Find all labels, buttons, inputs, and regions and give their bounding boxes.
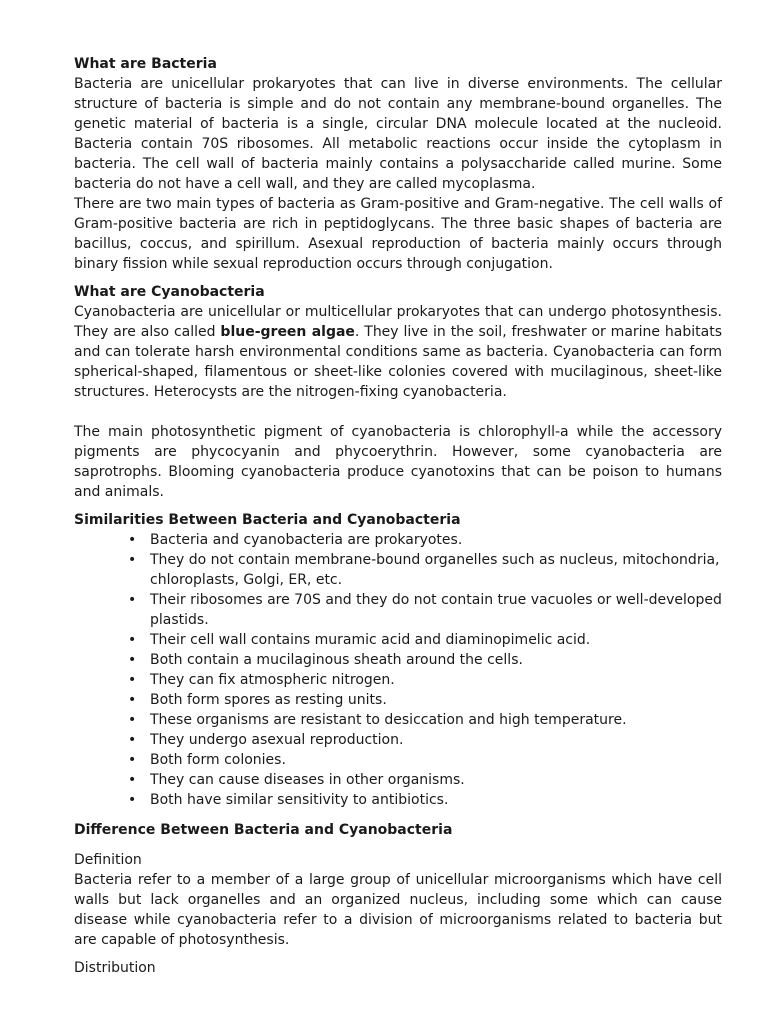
list-item: • Bacteria and cyanobacteria are prokaryotes. [150, 530, 722, 550]
cyanobacteria-paragraph-1 [74, 302, 722, 402]
list-item: • They do not contain membrane-bound organelles such as nucleus, mitochondria, chloroplasts, Golgi, ER, etc. [150, 550, 722, 590]
list-item: • Both have similar sensitivity to antibiotics. [150, 790, 722, 810]
document-page [74, 54, 722, 978]
definition-paragraph: Bacteria refer to a member of a large group of unicellular microorganisms which have cell walls but lack organelles and an organized nucleus, including some which can cause disease while cyanobacteria refer to a division of microorganisms related to bacteria but are capable of photosynthesis. [74, 872, 722, 948]
cyanobacteria-paragraph-2: The main photosynthetic pigment of cyanobacteria is chlorophyll-a while the accessory pigments are phycocyanin and phycoerythrin. However, some cyanobacteria are saprotrophs. Blooming cyanobacteria produce cyanotoxins that can be poison to humans and animals. [74, 424, 722, 500]
list-item: • Both contain a mucilaginous sheath around the cells. [150, 650, 722, 670]
bacteria-paragraph-2: There are two main types of bacteria as Gram-positive and Gram-negative. The cell walls of Gram-positive bacteria are rich in peptidoglycans. The three basic shapes of bacteria are bacillus, coccus, and spirillum. Asexual reproduction of bacteria mainly occurs through binary fission while sexual reproduction occurs through conjugation. [74, 196, 722, 272]
definition-label: Definition [74, 852, 142, 868]
list-item: • Both form spores as resting units. [150, 690, 722, 710]
list-item: • These organisms are resistant to desiccation and high temperature. [150, 710, 722, 730]
list-item: • They can fix atmospheric nitrogen. [150, 670, 722, 690]
list-item: • Their cell wall contains muramic acid and diaminopimelic acid. [150, 630, 722, 650]
list-item: • Both form colonies. [150, 750, 722, 770]
list-item: • They undergo asexual reproduction. [150, 730, 722, 750]
list-item: • Their ribosomes are 70S and they do not contain true vacuoles or well-developed plastids. [150, 590, 722, 630]
blue-green-algae-term: blue-green algae [220, 324, 355, 340]
difference-heading: Difference Between Bacteria and Cyanobacteria [74, 822, 453, 838]
distribution-label: Distribution [74, 960, 156, 976]
list-item: • They can cause diseases in other organisms. [150, 770, 722, 790]
cyanobacteria-heading: What are Cyanobacteria [74, 284, 265, 300]
similarities-list [74, 530, 722, 810]
cyanobacteria-p1-end: . They live in the soil, freshwater or marine habitats and can tolerate harsh environmental conditions same as bacteria. Cyanobacteria can form spherical-shaped, filamentous or sheet-like colonies covered with mucilaginous, sheet-like structures. Heterocysts are the nitrogen-fixing cyanobacteria. [74, 324, 723, 400]
bacteria-paragraph-1: Bacteria are unicellular prokaryotes that can live in diverse environments. The cellular structure of bacteria is simple and do not contain any membrane-bound organelles. The genetic material of bacteria is a single, circular DNA molecule located at the nucleoid. Bacteria contain 70S ribosomes. All metabolic reactions occur inside the cytoplasm in bacteria. The cell wall of bacteria mainly contains a polysaccharide called murine. Some bacteria do not have a cell wall, and they are called mycoplasma. [74, 76, 722, 192]
bacteria-heading: What are Bacteria [74, 56, 217, 72]
cyanobacteria-p1-start: Cyanobacteria are unicellular or multicellular prokaryotes that can undergo photosynthesis. They are also called [74, 304, 722, 340]
similarities-heading: Similarities Between Bacteria and Cyanobacteria [74, 512, 461, 528]
